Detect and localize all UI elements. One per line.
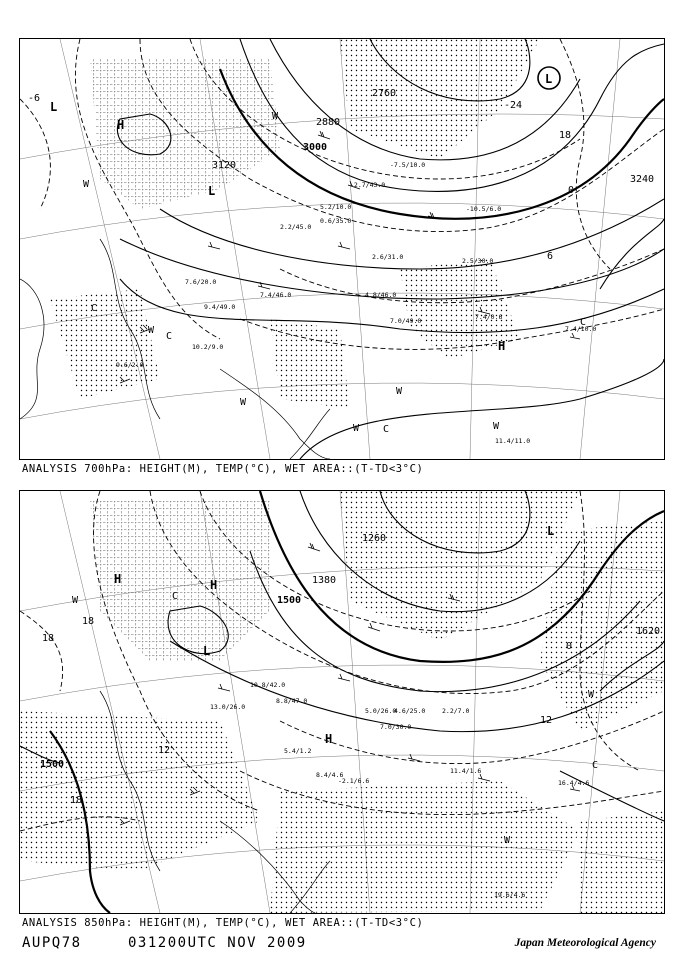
contour-label: 1500 xyxy=(277,595,302,606)
isotherm-label: 12 xyxy=(158,745,171,756)
station-plot: 4.8/46.0 xyxy=(365,291,397,299)
cold-marker: C xyxy=(91,303,98,314)
station-plot: 7.0/30.0 xyxy=(380,723,412,731)
isotherm-label: 6 xyxy=(547,251,554,262)
warm-marker: W xyxy=(240,397,247,408)
station-plot: 7.4/0.6 xyxy=(475,313,503,321)
station-plot: -10.5/6.0 xyxy=(466,205,502,213)
caption-850hpa: ANALYSIS 850hPa: HEIGHT(M), TEMP(°C), WET AREA::(T-TD<3°C) xyxy=(22,917,424,929)
high-center: H xyxy=(498,339,506,353)
contour-label: 3000 xyxy=(303,142,328,153)
station-plot: 13.0/26.0 xyxy=(210,703,246,711)
station-plot: 10.8/42.0 xyxy=(250,681,286,689)
wet-area xyxy=(20,491,664,913)
station-plot: -2.7/43.0 xyxy=(350,181,386,189)
low-center: L xyxy=(203,644,211,658)
isotherm-label: -24 xyxy=(504,100,523,111)
station-plot: 9.4/49.0 xyxy=(204,303,236,311)
station-plot: 2.2/7.0 xyxy=(442,707,470,715)
contour-label: 1500 xyxy=(40,759,65,770)
isotherm-label: 18 xyxy=(559,130,572,141)
station-plot: 7.4/46.0 xyxy=(260,291,292,299)
cold-marker: C xyxy=(172,591,179,602)
isotherm-label: 0 xyxy=(568,185,575,196)
station-plot: 8.4/4.6 xyxy=(316,771,344,779)
station-plot: 5.4/1.2 xyxy=(284,747,312,755)
cold-marker: C xyxy=(592,760,599,771)
station-plot: 16.4/4.6 xyxy=(558,779,590,787)
station-plot: 7.6/20.0 xyxy=(185,278,217,286)
map-panel-850hpa xyxy=(19,490,665,914)
warm-marker: W xyxy=(148,325,155,336)
weather-map-850hpa xyxy=(20,491,664,913)
isotherm-label: -6 xyxy=(28,93,41,104)
station-plot: -2.1/6.6 xyxy=(338,777,370,785)
chart-code: AUPQ78 xyxy=(22,935,82,951)
low-center: L xyxy=(50,100,58,114)
station-plot: 7.4/10.0 xyxy=(565,325,597,333)
warm-marker: W xyxy=(72,595,79,606)
high-center: H xyxy=(114,572,122,586)
station-plot: 11.4/1.6 xyxy=(450,767,482,775)
station-plot: 7.0/49.0 xyxy=(390,317,422,325)
contour-label: 3240 xyxy=(630,174,655,185)
station-plot: 5.0/26.0 xyxy=(365,707,397,715)
warm-marker: W xyxy=(504,835,511,846)
warm-marker: W xyxy=(272,111,279,122)
weather-map-700hpa xyxy=(20,39,664,459)
warm-marker: W xyxy=(353,423,360,434)
isotherm-label: 18 xyxy=(70,795,83,806)
station-plot: 2.6/31.0 xyxy=(372,253,404,261)
chart-timestamp: 031200UTC NOV 2009 xyxy=(128,935,307,951)
isotherm-label: 18 xyxy=(82,616,95,627)
cold-marker: C xyxy=(580,317,587,328)
contour-label: 2760 xyxy=(372,88,397,99)
isotherm-label: 12 xyxy=(540,715,553,726)
warm-marker: W xyxy=(588,689,595,700)
cold-marker: C xyxy=(166,331,173,342)
high-center: H xyxy=(117,118,125,132)
contour-label: 1380 xyxy=(312,575,337,586)
cold-marker: C xyxy=(383,424,390,435)
station-plot: 11.4/11.0 xyxy=(495,437,531,445)
station-plot: 0.6/35.0 xyxy=(320,217,352,225)
station-plot: 8.8/47.0 xyxy=(276,697,308,705)
low-center: L xyxy=(545,72,553,86)
contour-label: 3120 xyxy=(212,160,237,171)
contour-label: 1260 xyxy=(362,533,387,544)
agency-credit: Japan Meteorological Agency xyxy=(514,937,656,949)
caption-700hpa: ANALYSIS 700hPa: HEIGHT(M), TEMP(°C), WET AREA::(T-TD<3°C) xyxy=(22,463,424,475)
isotherm-label: 18 xyxy=(42,633,55,644)
high-center: H xyxy=(325,732,333,746)
station-plot: 9.6/2.0 xyxy=(116,361,144,369)
station-plot: -7.5/10.0 xyxy=(390,161,426,169)
contour-label: 1620 xyxy=(636,626,661,637)
contour-label: 2880 xyxy=(316,117,341,128)
station-plot: 4.6/25.0 xyxy=(394,707,426,715)
high-center: H xyxy=(210,578,218,592)
station-plot: 5.2/10.0 xyxy=(320,203,352,211)
low-center: L xyxy=(547,524,555,538)
isotherm-label: 0 xyxy=(566,641,573,652)
station-plot: 10.2/9.0 xyxy=(192,343,224,351)
warm-marker: W xyxy=(493,421,500,432)
map-panel-700hpa xyxy=(19,38,665,460)
warm-marker: W xyxy=(83,179,90,190)
station-plot: 2.2/45.0 xyxy=(280,223,312,231)
station-plot: 2.5/30.0 xyxy=(462,257,494,265)
warm-marker: W xyxy=(396,386,403,397)
low-center: L xyxy=(208,184,216,198)
station-plot: 19.6/4.6 xyxy=(494,891,526,899)
